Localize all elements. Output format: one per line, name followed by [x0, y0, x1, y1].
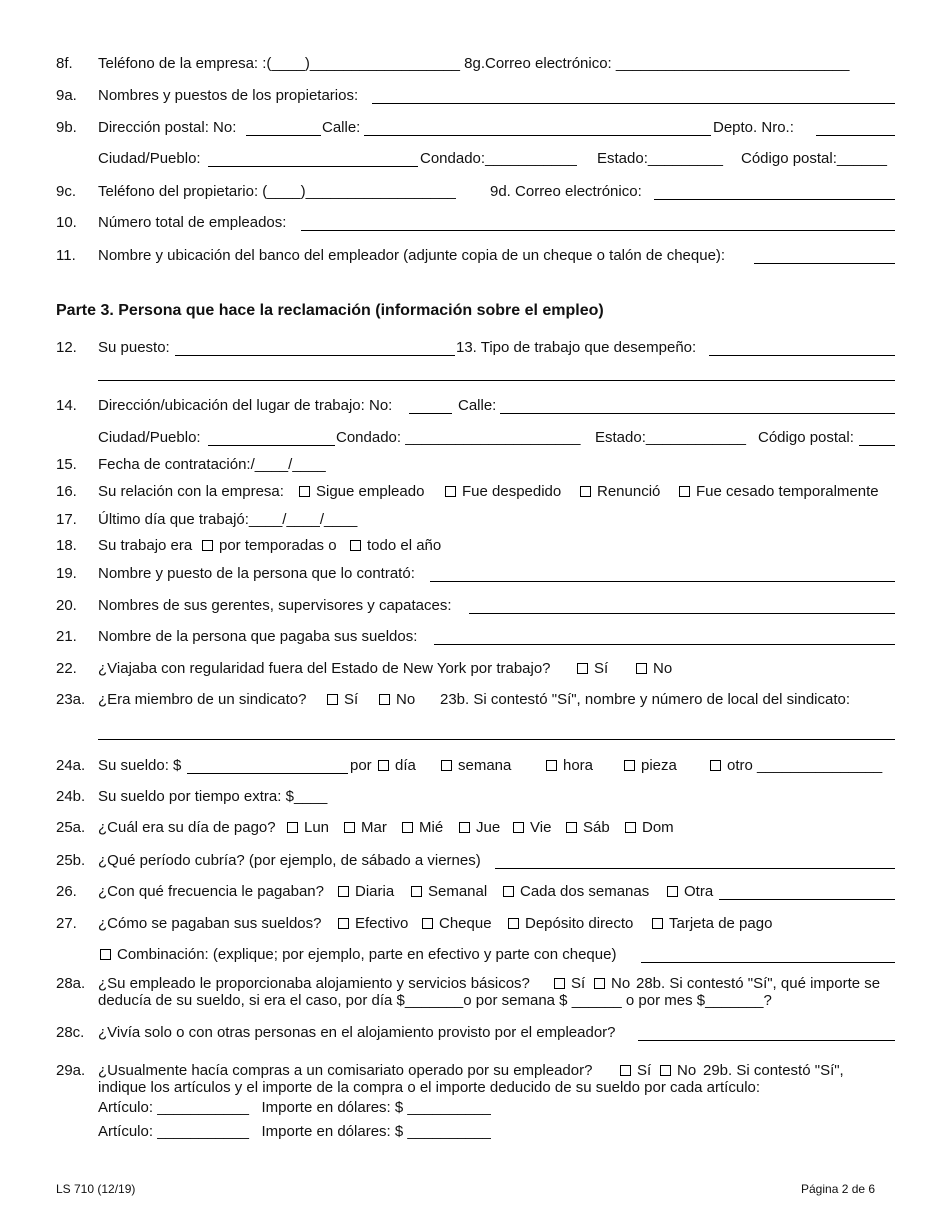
street-line[interactable] — [364, 135, 711, 136]
workplace-zip-line[interactable] — [859, 445, 895, 446]
checkbox-icon[interactable] — [566, 822, 577, 833]
option-laid-off[interactable]: Fue cesado temporalmente — [679, 482, 879, 502]
option-seasonal[interactable]: por temporadas o — [202, 536, 337, 556]
city-label: Ciudad/Pueblo: — [98, 150, 201, 167]
owners-input-line[interactable] — [372, 103, 895, 104]
item-number: 9a. — [56, 87, 77, 104]
owners-label: Nombres y puestos de los propietarios: — [98, 87, 359, 104]
checkbox-icon[interactable] — [411, 886, 422, 897]
item-number: 19. — [56, 565, 77, 582]
checkbox-icon[interactable] — [513, 822, 524, 833]
option-housing-yes[interactable]: Sí — [554, 974, 585, 994]
employees-label: Número total de empleados: — [98, 214, 287, 231]
option-cash[interactable]: Efectivo — [338, 914, 408, 934]
field-row-16 — [0, 482, 950, 502]
overtime-field[interactable]: Su sueldo por tiempo extra: $____ — [98, 788, 328, 805]
combination-line[interactable] — [641, 962, 895, 963]
option-tue[interactable]: Mar — [344, 818, 387, 838]
checkbox-icon[interactable] — [554, 978, 565, 989]
option-fired[interactable]: Fue despedido — [445, 482, 561, 502]
checkbox-icon[interactable] — [636, 663, 647, 674]
living-line[interactable] — [638, 1040, 895, 1041]
checkbox-icon[interactable] — [652, 918, 663, 929]
field-row-8f — [0, 54, 950, 74]
workplace-label: Dirección/ubicación del lugar de trabajo: No: — [98, 397, 393, 414]
field-row-19 — [0, 564, 950, 584]
workplace-city-label: Ciudad/Pueblo: — [98, 429, 201, 446]
option-union-yes[interactable]: Sí — [327, 690, 358, 710]
checkbox-icon[interactable] — [402, 822, 413, 833]
field-row-22 — [0, 659, 950, 679]
checkbox-icon[interactable] — [350, 540, 361, 551]
field-row-14 — [0, 396, 950, 416]
checkbox-icon[interactable] — [299, 486, 310, 497]
checkbox-icon[interactable] — [379, 694, 390, 705]
item-number: 28c. — [56, 1024, 85, 1041]
commissary-item-row-1[interactable]: Artículo: ___________ Importe en dólares: $ __________ — [98, 1099, 491, 1116]
checkbox-icon[interactable] — [287, 822, 298, 833]
option-day[interactable]: día — [378, 756, 416, 776]
field-row-15 — [0, 455, 950, 475]
payday-label: ¿Cuál era su día de pago? — [98, 819, 276, 836]
owner-email-line[interactable] — [654, 199, 895, 200]
commissary-item-row-2[interactable]: Artículo: ___________ Importe en dólares: $ __________ — [98, 1123, 491, 1140]
checkbox-icon[interactable] — [625, 822, 636, 833]
item-number: 29a. — [56, 1062, 86, 1079]
workplace-state-field[interactable]: Estado:____________ — [595, 429, 746, 446]
housing-deduction-amounts[interactable]: deducía de su sueldo, si era el caso, por día $_______o por semana $ ______ o por mes $_______? — [98, 992, 772, 1009]
checkbox-icon[interactable] — [202, 540, 213, 551]
checkbox-icon[interactable] — [445, 486, 456, 497]
hired-by-line[interactable] — [430, 581, 895, 582]
item-number: 10. — [56, 214, 77, 231]
bank-label: Nombre y ubicación del banco del empleador (adjunte copia de un cheque o talón de cheque): — [98, 247, 726, 264]
housing-label: ¿Su empleado le proporcionaba alojamiento y servicios básicos? — [98, 975, 530, 992]
field-row-21 — [0, 627, 950, 647]
option-combination[interactable]: Combinación: (explique; por ejemplo, parte en efectivo y parte con cheque) — [100, 945, 616, 965]
option-daily[interactable]: Diaria — [338, 882, 394, 902]
field-row-24a — [0, 756, 950, 776]
option-sat[interactable]: Sáb — [566, 818, 610, 838]
pay-period-label: ¿Qué período cubría? (por ejemplo, de sábado a viernes) — [98, 852, 481, 869]
managers-label: Nombres de sus gerentes, supervisores y capataces: — [98, 597, 452, 614]
item-number: 21. — [56, 628, 77, 645]
hire-date-field[interactable]: Fecha de contratación:/____/____ — [98, 456, 326, 473]
field-row-9c — [0, 182, 950, 202]
checkbox-icon[interactable] — [459, 822, 470, 833]
item-number: 9b. — [56, 119, 77, 136]
owner-email-label: 9d. Correo electrónico: — [490, 183, 642, 200]
option-piece[interactable]: pieza — [624, 756, 677, 776]
item-number: 15. — [56, 456, 77, 473]
field-row-28c — [0, 1023, 950, 1043]
union-name-line[interactable] — [98, 739, 895, 740]
checkbox-icon[interactable] — [503, 886, 514, 897]
checkbox-icon[interactable] — [546, 760, 557, 771]
per-label: por — [350, 757, 372, 774]
travel-label: ¿Viajaba con regularidad fuera del Estado de New York por trabajo? — [98, 660, 551, 677]
checkbox-icon[interactable] — [338, 918, 349, 929]
field-row-14-city — [0, 428, 950, 448]
frequency-label: ¿Con qué frecuencia le pagaban? — [98, 883, 324, 900]
item-number: 27. — [56, 915, 77, 932]
option-other-frequency[interactable]: Otra — [667, 882, 713, 902]
checkbox-icon[interactable] — [100, 949, 111, 960]
option-union-no[interactable]: No — [379, 690, 415, 710]
county-field[interactable]: Condado:___________ — [420, 150, 577, 167]
option-weekly[interactable]: Semanal — [411, 882, 487, 902]
apt-label: Depto. Nro.: — [713, 119, 794, 136]
option-pay-card[interactable]: Tarjeta de pago — [652, 914, 772, 934]
item-number: 20. — [56, 597, 77, 614]
street-label: Calle: — [322, 119, 361, 136]
option-travel-no[interactable]: No — [636, 659, 672, 679]
commissary-instructions: indique los artículos y el importe de la compra o el importe deducido de su sueldo por cada artículo: — [98, 1079, 761, 1096]
payment-method-label: ¿Cómo se pagaban sus sueldos? — [98, 915, 322, 932]
item-number: 8f. — [56, 55, 73, 72]
postal-number-line[interactable] — [246, 135, 321, 136]
field-row-29a — [0, 1061, 950, 1081]
position-label: Su puesto: — [98, 339, 170, 356]
housing-deduction-label: 28b. Si contestó "Sí", qué importe se — [636, 975, 881, 992]
option-other[interactable]: otro _______________ — [710, 756, 882, 776]
option-wed[interactable]: Mié — [402, 818, 443, 838]
option-hour[interactable]: hora — [546, 756, 593, 776]
option-check[interactable]: Cheque — [422, 914, 492, 934]
employees-line[interactable] — [301, 230, 895, 231]
field-row-9b — [0, 118, 950, 138]
hired-by-label: Nombre y puesto de la persona que lo contrató: — [98, 565, 415, 582]
field-row-20 — [0, 596, 950, 616]
field-row-26 — [0, 882, 950, 902]
field-row-9b-city — [0, 149, 950, 169]
item-number: 14. — [56, 397, 77, 414]
pay-period-line[interactable] — [495, 868, 895, 869]
zip-field[interactable]: Código postal:______ — [741, 150, 887, 167]
checkbox-icon[interactable] — [580, 486, 591, 497]
item-number: 24a. — [56, 757, 86, 774]
field-row-11 — [0, 246, 950, 266]
option-housing-no[interactable]: No — [594, 974, 630, 994]
commissary-items-label: 29b. Si contestó "Sí", — [703, 1062, 844, 1079]
item-number: 11. — [56, 247, 76, 264]
item-number: 16. — [56, 483, 77, 500]
option-commissary-yes[interactable]: Sí — [620, 1061, 651, 1081]
field-row-18 — [0, 536, 950, 556]
option-biweekly[interactable]: Cada dos semanas — [503, 882, 649, 902]
option-thu[interactable]: Jue — [459, 818, 500, 838]
relationship-label: Su relación con la empresa: — [98, 483, 284, 500]
managers-line[interactable] — [469, 613, 895, 614]
workplace-street-label: Calle: — [458, 397, 497, 414]
payer-line[interactable] — [434, 644, 895, 645]
checkbox-icon[interactable] — [338, 886, 349, 897]
field-row-17 — [0, 510, 950, 530]
field-row-28a — [0, 974, 950, 994]
form-code: LS 710 (12/19) — [56, 1182, 136, 1196]
payer-label: Nombre de la persona que pagaba sus sueldos: — [98, 628, 418, 645]
item-number: 9c. — [56, 183, 77, 200]
work-season-label: Su trabajo era — [98, 537, 193, 554]
bank-line[interactable] — [754, 263, 895, 264]
field-row-12 — [0, 338, 950, 358]
checkbox-icon[interactable] — [441, 760, 452, 771]
work-type-line[interactable] — [709, 355, 895, 356]
item-number: 17. — [56, 511, 77, 528]
option-direct-deposit[interactable]: Depósito directo — [508, 914, 633, 934]
wage-label: Su sueldo: $ — [98, 757, 182, 774]
option-travel-yes[interactable]: Sí — [577, 659, 608, 679]
item-number: 12. — [56, 339, 77, 356]
union-name-label: 23b. Si contestó "Sí", nombre y número de local del sindicato: — [440, 691, 851, 708]
field-row-23a — [0, 690, 950, 710]
field-row-25a — [0, 818, 950, 838]
checkbox-icon[interactable] — [620, 1065, 631, 1076]
checkbox-icon[interactable] — [679, 486, 690, 497]
field-row-27 — [0, 914, 950, 934]
item-number: 23a. — [56, 691, 86, 708]
checkbox-icon[interactable] — [508, 918, 519, 929]
item-number: 22. — [56, 660, 77, 677]
wage-line[interactable] — [187, 773, 348, 774]
postal-address-label: Dirección postal: No: — [98, 119, 237, 136]
field-row-24b — [0, 787, 950, 807]
item-number: 26. — [56, 883, 77, 900]
part3-heading: Parte 3. Persona que hace la reclamación (información sobre el empleo) — [56, 302, 604, 319]
checkbox-icon[interactable] — [577, 663, 588, 674]
checkbox-icon[interactable] — [378, 760, 389, 771]
other-frequency-line[interactable] — [719, 899, 895, 900]
option-fri[interactable]: Vie — [513, 818, 551, 838]
option-commissary-no[interactable]: No — [660, 1061, 696, 1081]
workplace-number-line[interactable] — [409, 413, 452, 414]
commissary-label: ¿Usualmente hacía compras a un comisariato operado por su empleador? — [98, 1062, 593, 1079]
work-type-label: 13. Tipo de trabajo que desempeño: — [456, 339, 697, 356]
checkbox-icon[interactable] — [594, 978, 605, 989]
checkbox-icon[interactable] — [667, 886, 678, 897]
company-phone-field[interactable]: Teléfono de la empresa: :(____)__________________ 8g.Correo electrónico: ____________________________ — [98, 55, 850, 72]
state-field[interactable]: Estado:_________ — [597, 150, 723, 167]
checkbox-icon[interactable] — [344, 822, 355, 833]
page-number: Página 2 de 6 — [801, 1182, 876, 1196]
field-row-9a — [0, 86, 950, 106]
item-number: 24b. — [56, 788, 86, 805]
work-type-line-2[interactable] — [98, 380, 895, 381]
field-row-25b — [0, 851, 950, 871]
checkbox-icon[interactable] — [422, 918, 433, 929]
option-year-round[interactable]: todo el año — [350, 536, 441, 556]
checkbox-icon[interactable] — [660, 1065, 671, 1076]
apt-line[interactable] — [816, 135, 895, 136]
checkbox-icon[interactable] — [710, 760, 721, 771]
item-number: 25a. — [56, 819, 86, 836]
item-number: 25b. — [56, 852, 86, 869]
last-day-field[interactable]: Último día que trabajó:____/____/____ — [98, 511, 358, 528]
workplace-county-field[interactable]: Condado: _____________________ — [336, 429, 581, 446]
workplace-street-line[interactable] — [500, 413, 895, 414]
option-mon[interactable]: Lun — [287, 818, 329, 838]
checkbox-icon[interactable] — [624, 760, 635, 771]
workplace-zip-label: Código postal: — [758, 429, 854, 446]
option-still-employed[interactable]: Sigue empleado — [299, 482, 424, 502]
living-label: ¿Vivía solo o con otras personas en el alojamiento provisto por el empleador? — [98, 1024, 616, 1041]
owner-phone-field[interactable]: Teléfono del propietario: (____)__________________ — [98, 183, 456, 200]
item-number: 28a. — [56, 975, 86, 992]
workplace-city-line[interactable] — [208, 445, 335, 446]
checkbox-icon[interactable] — [327, 694, 338, 705]
field-row-10 — [0, 213, 950, 233]
field-row-27-combination — [0, 945, 950, 965]
position-line[interactable] — [175, 355, 455, 356]
option-week[interactable]: semana — [441, 756, 511, 776]
option-resigned[interactable]: Renunció — [580, 482, 660, 502]
option-sun[interactable]: Dom — [625, 818, 674, 838]
city-line[interactable] — [208, 166, 418, 167]
item-number: 18. — [56, 537, 77, 554]
union-label: ¿Era miembro de un sindicato? — [98, 691, 307, 708]
